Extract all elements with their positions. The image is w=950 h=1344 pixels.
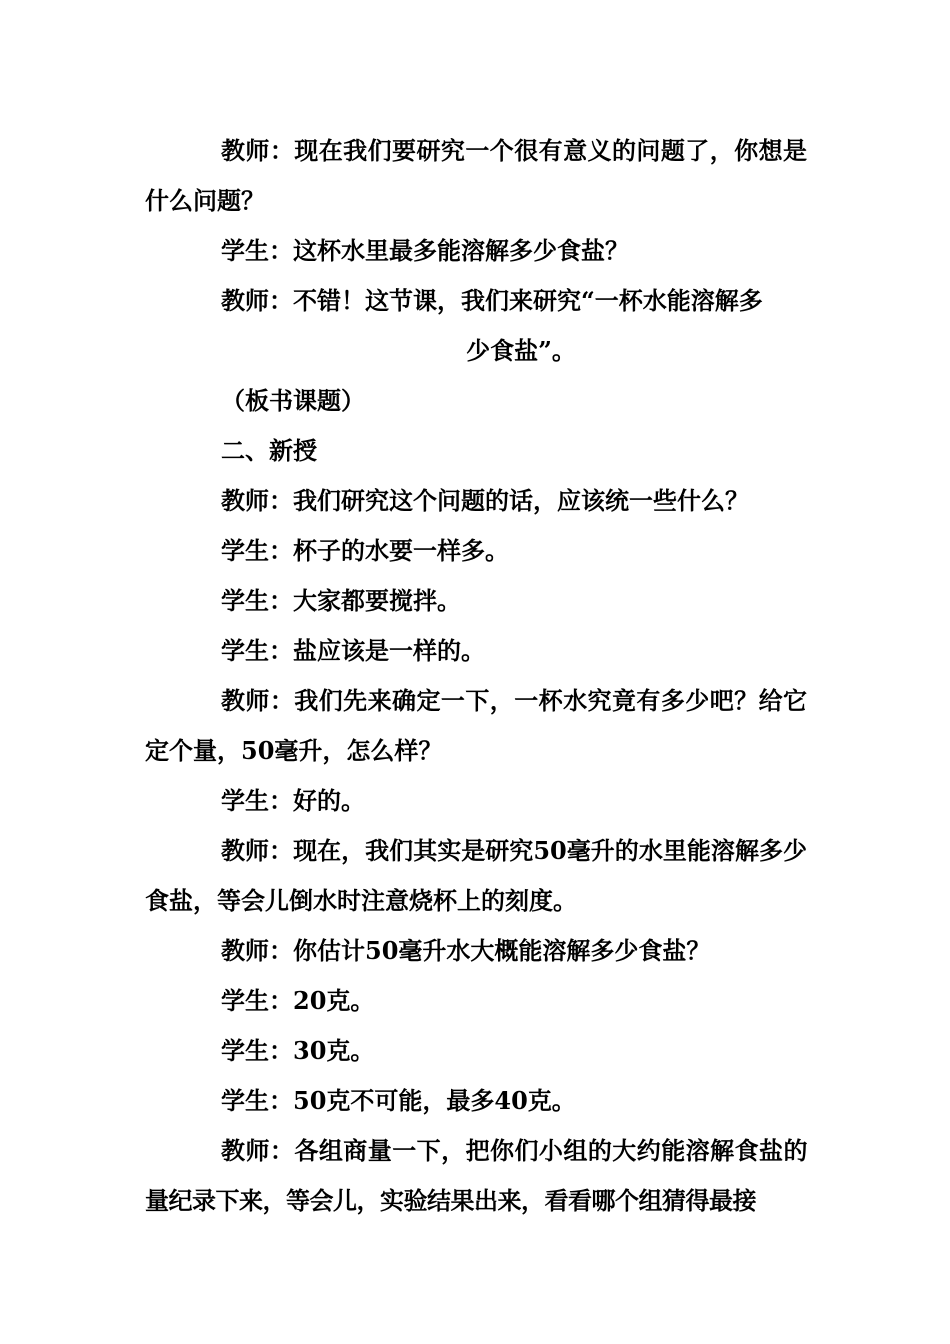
paragraph-13: 教师：现在，我们其实是研究50毫升的水里能溶解多少食盐，等会儿倒水时注意烧杯上的刻度。 [145,836,807,915]
paragraph-2: 学生：这杯水里最多能溶解多少食盐？ [221,236,629,265]
paragraph-16: 学生：30克。 [221,1036,375,1065]
paragraph-7: 教师：我们研究这个问题的话，应该统一些什么？ [221,486,749,515]
paragraph-1: 教师：现在我们要研究一个很有意义的问题了，你想是什么问题？ [145,136,807,215]
paragraph-18: 教师：各组商量一下，把你们小组的大约能溶解食盐的量纪录下来，等会儿，实验结果出来，看看哪个组猜得最接 [145,1136,807,1215]
lesson-transcript [145,126,807,1226]
paragraph-12: 学生：好的。 [221,786,365,815]
paragraph-17: 学生：50克不可能，最多40克。 [221,1086,576,1115]
paragraph-3: 教师：不错！这节课，我们来研究“一杯水能溶解多 [221,286,763,315]
paragraph-9: 学生：大家都要搅拌。 [221,586,461,615]
paragraph-5: （板书课题） [221,386,365,415]
paragraph-8: 学生：杯子的水要一样多。 [221,536,509,565]
paragraph-4: 少食盐”。 [466,336,576,365]
section-heading-new-lesson: 二、新授 [221,436,317,465]
paragraph-11: 教师：我们先来确定一下，一杯水究竟有多少吧？给它定个量，50毫升，怎么样？ [145,686,807,765]
paragraph-15: 学生：20克。 [221,986,375,1015]
paragraph-14: 教师：你估计50毫升水大概能溶解多少食盐？ [221,936,711,965]
paragraph-10: 学生：盐应该是一样的。 [221,636,485,665]
